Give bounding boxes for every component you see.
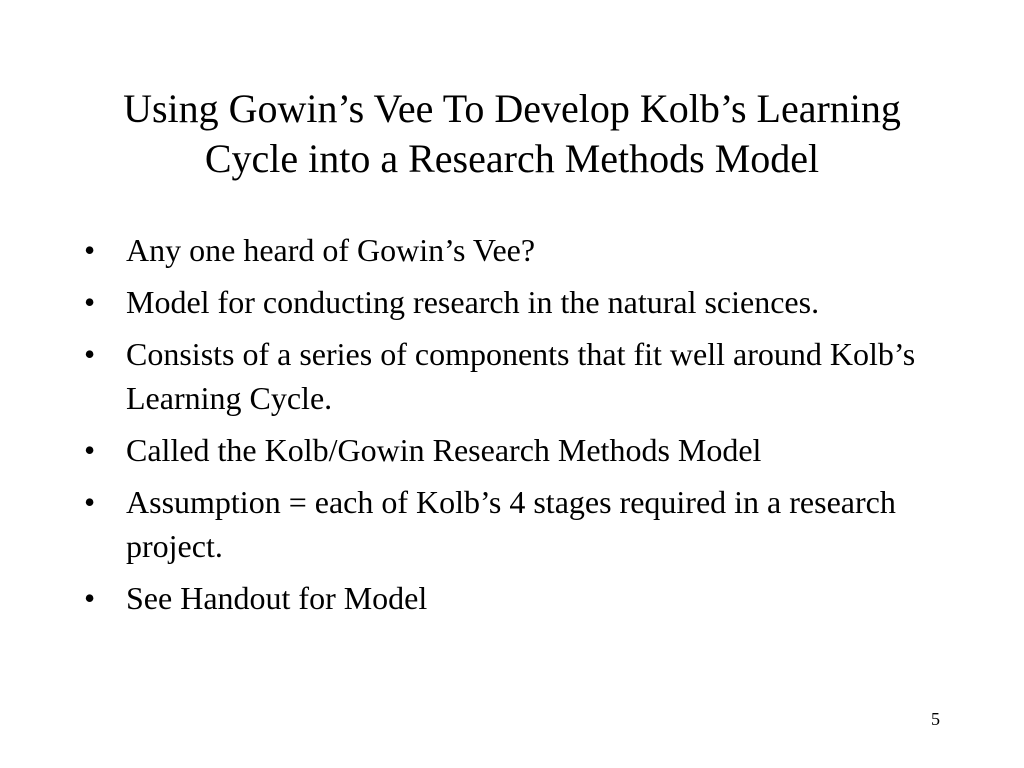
bullet-list (84, 228, 964, 628)
bullet-text: See Handout for Model (126, 580, 428, 616)
bullet-item (84, 228, 964, 272)
bullet-icon: • (84, 580, 96, 616)
slide-number: 5 (931, 709, 940, 729)
bullet-item (84, 280, 964, 324)
bullet-icon: • (84, 484, 96, 520)
bullet-icon: • (84, 432, 96, 468)
bullet-item (84, 428, 964, 472)
bullet-text: Assumption = each of Kolb’s 4 stages required in a research project. (126, 484, 896, 564)
bullet-text: Model for conducting research in the natural sciences. (126, 284, 820, 320)
slide-title-line-1: Using Gowin’s Vee To Develop Kolb’s Learning (123, 86, 901, 131)
bullet-item (84, 480, 964, 568)
bullet-icon: • (84, 284, 96, 320)
bullet-text: Called the Kolb/Gowin Research Methods Model (126, 432, 762, 468)
bullet-text: Any one heard of Gowin’s Vee? (126, 232, 536, 268)
bullet-text: Consists of a series of components that fit well around Kolb’s Learning Cycle. (126, 336, 916, 416)
slide-title (60, 84, 964, 184)
slide-title-line-2: Cycle into a Research Methods Model (204, 136, 820, 181)
bullet-item (84, 576, 964, 620)
bullet-icon: • (84, 232, 96, 268)
bullet-item (84, 332, 964, 420)
bullet-icon: • (84, 336, 96, 372)
